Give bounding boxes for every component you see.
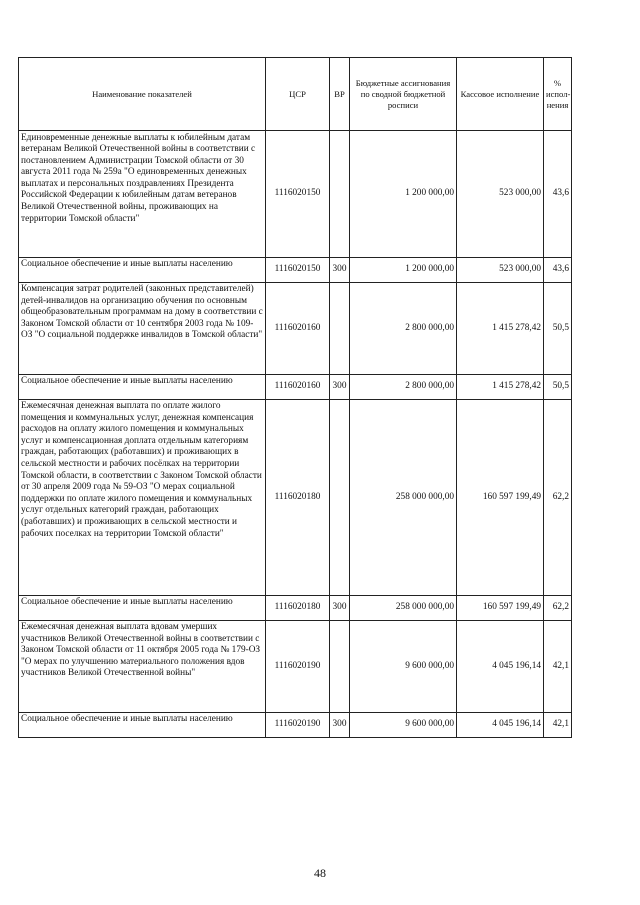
row-vr bbox=[330, 621, 350, 713]
table-row bbox=[19, 596, 572, 621]
row-budget: 2 800 000,00 bbox=[350, 283, 457, 375]
row-name-text: Социальное обеспечение и иные выплаты населению bbox=[21, 376, 233, 386]
row-csr: 1116020190 bbox=[266, 621, 330, 713]
row-budget: 1 200 000,00 bbox=[350, 258, 457, 283]
row-pct: 43,6 bbox=[544, 258, 572, 283]
row-name-text: Единовременные денежные выплаты к юбилейным датам ветеранам Великой Отечественной войны в соответствии с постановлением Администрации Томской области от 30 августа 2011 года № 259а "О единовременных денежных выплатах и персональных поздравлениях Президента Российской Федерации к юбилейным датам ветеранов Великой Отечественной войны, проживающих на территории Томской области" bbox=[21, 132, 256, 224]
row-csr: 1116020160 bbox=[266, 375, 330, 400]
row-cash: 1 415 278,42 bbox=[457, 375, 544, 400]
table-row bbox=[19, 713, 572, 738]
table-row bbox=[19, 258, 572, 283]
table-row bbox=[19, 375, 572, 400]
header-csr: ЦСР bbox=[266, 58, 330, 131]
row-pct: 62,2 bbox=[544, 596, 572, 621]
row-name-text: Социальное обеспечение и иные выплаты населению bbox=[21, 259, 233, 269]
row-name bbox=[19, 621, 266, 713]
row-cash: 523 000,00 bbox=[457, 258, 544, 283]
row-name-text: Компенсация затрат родителей (законных представителей) детей-инвалидов на организацию обучения по основным общеобразовательным программам на дому в соответствии с Законом Томской области от 10 сентября 2003 года № 109-ОЗ "О социальной поддержке инвалидов в Томской области" bbox=[21, 284, 263, 341]
row-csr: 1116020190 bbox=[266, 713, 330, 738]
row-budget: 258 000 000,00 bbox=[350, 596, 457, 621]
row-name-text: Социальное обеспечение и иные выплаты населению bbox=[21, 597, 233, 607]
table-row bbox=[19, 400, 572, 596]
budget-table-container bbox=[18, 57, 571, 738]
row-name bbox=[19, 375, 266, 400]
row-budget: 258 000 000,00 bbox=[350, 400, 457, 596]
header-budget: Бюджетные ассигнования по сводной бюджетной росписи bbox=[350, 58, 457, 131]
row-budget: 1 200 000,00 bbox=[350, 131, 457, 258]
row-name bbox=[19, 258, 266, 283]
row-name bbox=[19, 400, 266, 596]
header-cash: Кассовое исполнение bbox=[457, 58, 544, 131]
row-pct: 42,1 bbox=[544, 621, 572, 713]
row-cash: 4 045 196,14 bbox=[457, 621, 544, 713]
header-name: Наименование показателей bbox=[19, 58, 266, 131]
row-vr: 300 bbox=[330, 713, 350, 738]
header-vr: ВР bbox=[330, 58, 350, 131]
row-name bbox=[19, 131, 266, 258]
row-csr: 1116020180 bbox=[266, 400, 330, 596]
row-vr: 300 bbox=[330, 375, 350, 400]
row-budget: 9 600 000,00 bbox=[350, 621, 457, 713]
page-number: 48 bbox=[314, 866, 326, 880]
row-vr: 300 bbox=[330, 258, 350, 283]
row-pct: 50,5 bbox=[544, 375, 572, 400]
table-row bbox=[19, 283, 572, 375]
row-name bbox=[19, 283, 266, 375]
row-cash: 1 415 278,42 bbox=[457, 283, 544, 375]
row-cash: 160 597 199,49 bbox=[457, 596, 544, 621]
row-budget: 9 600 000,00 bbox=[350, 713, 457, 738]
row-name bbox=[19, 596, 266, 621]
row-csr: 1116020150 bbox=[266, 131, 330, 258]
row-name bbox=[19, 713, 266, 738]
row-vr bbox=[330, 283, 350, 375]
row-name-text: Социальное обеспечение и иные выплаты населению bbox=[21, 714, 233, 724]
row-pct: 42,1 bbox=[544, 713, 572, 738]
row-cash: 523 000,00 bbox=[457, 131, 544, 258]
row-budget: 2 800 000,00 bbox=[350, 375, 457, 400]
row-cash: 4 045 196,14 bbox=[457, 713, 544, 738]
row-pct: 50,5 bbox=[544, 283, 572, 375]
row-name-text: Ежемесячная денежная выплата по оплате жилого помещения и коммунальных услуг, денежная компенсация расходов на оплату жилого помещения и коммунальных услуг и компенсационная доплата отдельным категориям граждан, работающих (работавших) и проживающих в сельской местности и рабочих посёлках на территории Томской области, в соответствии с Законом Томской области от 30 апреля 2009 года № 59-ОЗ "О мерах социальной поддержки по оплате жилого помещения и коммунальных услуг отдельных категорий граждан, работающих (работавших) и проживающих в сельской местности и рабочих поселках на территории Томской области" bbox=[21, 401, 262, 539]
budget-execution-table bbox=[18, 57, 572, 738]
header-pct: % испол-нения bbox=[544, 58, 572, 131]
table-row bbox=[19, 131, 572, 258]
table-header-row bbox=[19, 58, 572, 131]
table-row bbox=[19, 621, 572, 713]
row-pct: 43,6 bbox=[544, 131, 572, 258]
row-csr: 1116020160 bbox=[266, 283, 330, 375]
row-cash: 160 597 199,49 bbox=[457, 400, 544, 596]
row-vr bbox=[330, 131, 350, 258]
row-csr: 1116020150 bbox=[266, 258, 330, 283]
row-name-text: Ежемесячная денежная выплата вдовам умерших участников Великой Отечественной войны в соответствии с Законом Томской области от 11 октября 2005 года № 179-ОЗ "О мерах по улучшению материального положения вдов участников Великой Отечественной войны" bbox=[21, 622, 261, 679]
row-vr: 300 bbox=[330, 596, 350, 621]
row-csr: 1116020180 bbox=[266, 596, 330, 621]
row-vr bbox=[330, 400, 350, 596]
row-pct: 62,2 bbox=[544, 400, 572, 596]
